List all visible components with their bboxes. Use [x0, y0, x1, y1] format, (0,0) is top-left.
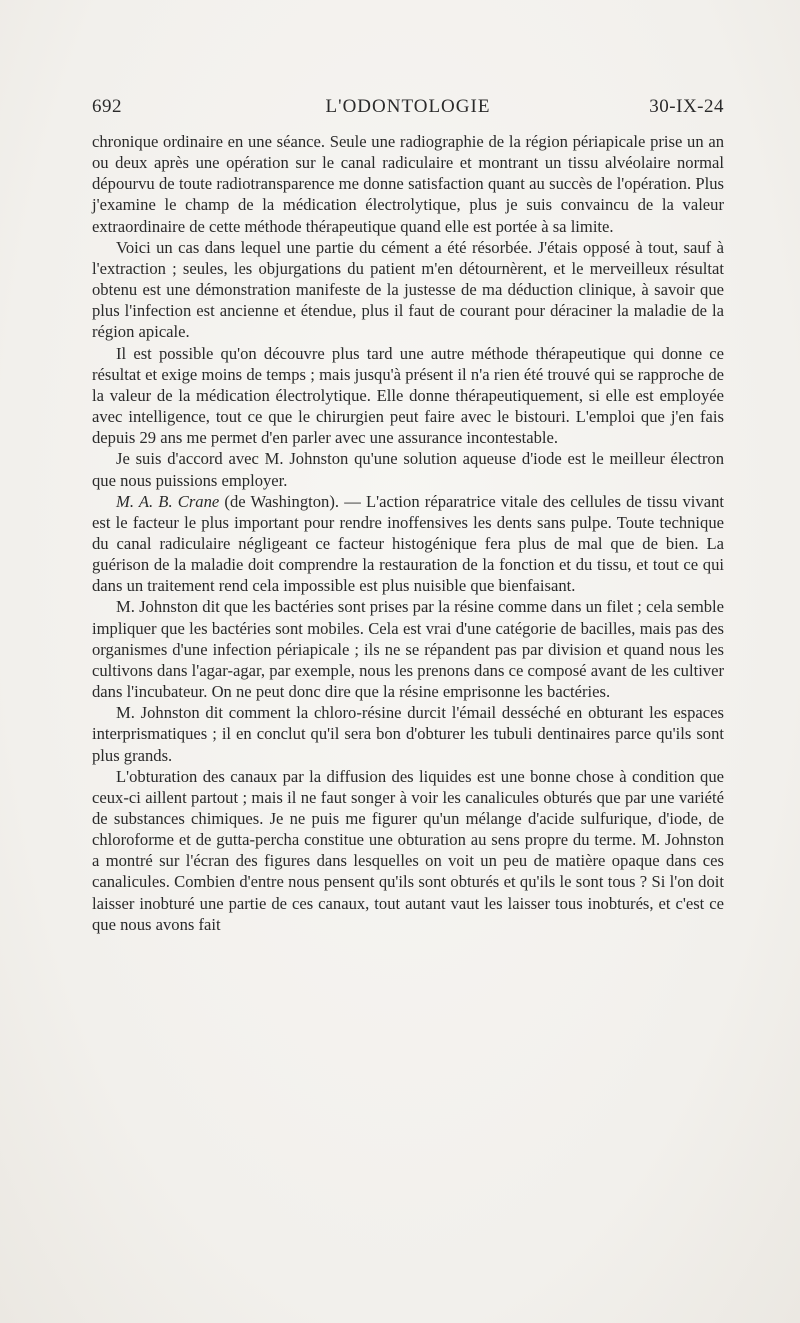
paragraph-bacteria-resin: M. Johnston dit que les bactéries sont prises par la résine comme dans un filet ; cela semble impliquer que les bactéries sont mobiles. Cela est vrai d'une catégorie de bacilles, mais pas des organismes d'une infection périapicale ; ils ne se répandent pas par division et quand nous les cultivons dans l'agar-agar, par exemple, nous les prenons dans ce composé avant de les cultiver dans l'incubateur. On ne peut donc dire que la résine emprisonne les bactéries. [92, 597, 724, 702]
crane-remarks: (de Washington). — L'action réparatrice vitale des cellules de tissu vivant est le facteur le plus important pour rendre inoffensives les dents sans pulpe. Toute technique du canal radiculaire négligeant ce facteur histogénique fera plus de mal que de bien. La guérison de la maladie doit comprendre la restauration de la fonction et du tissu, et tout ce qui dans un traitement rend cela impossible est plus nuisible que bienfaisant. [92, 491, 724, 596]
paragraph-chloro-resin: M. Johnston dit comment la chloro-résine durcit l'émail desséché en obturant les espaces interprismatiques ; il en conclut qu'il sera bon d'obturer les tubuli dentinaires parce qu'ils sont plus grands. [92, 703, 724, 765]
paragraph-cement-case: Voici un cas dans lequel une partie du cément a été résorbée. J'étais opposé à tout, sauf à l'extraction ; seules, les objurgations du patient m'en détournèrent, et le merveilleux résultat obtenu est une démonstration manifeste de la justesse de ma déduction clinique, à savoir que plus l'infection est ancienne et étendue, plus il faut de courant pour déraciner la maladie de la région apicale. [92, 237, 724, 342]
paragraph-electrolytic-method: Il est possible qu'on découvre plus tard une autre méthode thérapeutique qui donne ce résultat et exige moins de temps ; mais jusqu'à présent il n'a rien été trouvé qui se rapproche de la valeur de la médication électrolytique. Elle donne thérapeutiquement, si elle est employée avec intelligence, tout ce que le chirurgien peut faire avec le bistouri. L'emploi que j'en fais depuis 29 ans me permet d'en parler avec une assurance incontestable. [92, 343, 724, 448]
page-number: 692 [92, 96, 122, 117]
running-head [92, 96, 724, 124]
issue-date: 30-IX-24 [649, 96, 724, 117]
journal-title: L'ODONTOLOGIE [325, 96, 491, 117]
paragraph-continued: chronique ordinaire en une séance. Seule une radiographie de la région périapicale prise un an ou deux après une opération sur le canal radiculaire et montrant un tissu alvéolaire normal dépourvu de toute radiotransparence me donne satisfaction quant au succès de l'opération. Plus j'examine le champ de la médication électrolytique, plus je suis convaincu de la valeur extraordinaire de cette méthode thérapeutique quand elle est portée à sa limite. [92, 132, 724, 236]
paragraph-iodine-solution: Je suis d'accord avec M. Johnston qu'une solution aqueuse d'iode est le meilleur électron que nous puissions employer. [92, 449, 724, 490]
paragraph-crane [92, 491, 724, 597]
paragraph-canal-obturation: L'obturation des canaux par la diffusion des liquides est une bonne chose à condition que ceux-ci aillent partout ; mais il ne faut songer à voir les canalicules obturés que par une variété de substances chimiques. Je ne puis me figurer qu'un mélange d'acide sulfurique, d'iode, de chloroforme et de gutta-percha constitue une obturation au sens propre du terme. M. Johnston a montré sur l'écran des figures dans lesquelles on voit un peu de matière opaque dans ces canalicules. Combien d'entre nous pensent qu'ils sont obturés et qu'ils le sont tous ? Si l'on doit laisser inobturé une partie de ces canaux, tout autant vaut les laisser tous inobturés, et c'est ce que nous avons fait [92, 766, 724, 934]
speaker-name: M. A. B. Crane [116, 491, 220, 511]
article-body [92, 131, 724, 935]
